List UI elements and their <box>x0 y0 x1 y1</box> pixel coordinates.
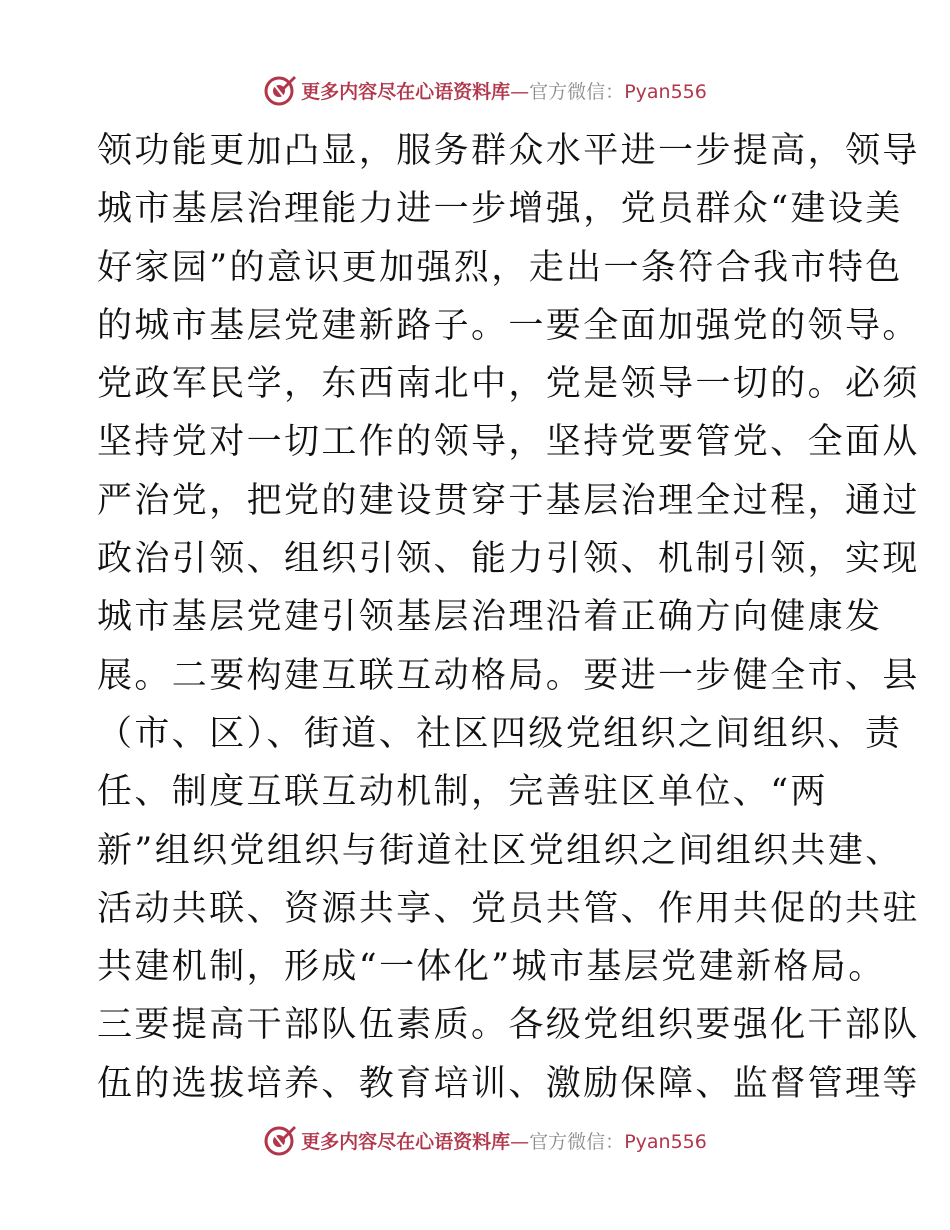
header-banner <box>0 70 950 110</box>
text-line: 政治引领、组织引领、能力引领、机制引领，实现 <box>97 539 920 580</box>
wechat-id: Pyan556 <box>624 80 707 103</box>
banner-separator: — <box>510 1130 530 1153</box>
text-line: 城市基层党建引领基层治理沿着正确方向健康发 <box>97 597 883 638</box>
text-line: 新”组织党组织与街道社区党组织之间组织共建、 <box>97 830 903 871</box>
site-name: 更多内容尽在心语资料库 <box>301 1130 511 1153</box>
banner-content <box>263 73 707 107</box>
text-line: 展。二要构建互联互动格局。要进一步健全市、县 <box>97 655 920 696</box>
quill-seal-icon <box>263 73 297 107</box>
document-body <box>97 122 920 1113</box>
banner-text <box>301 77 707 104</box>
text-line: 领功能更加凸显，服务群众水平进一步提高，领导 <box>97 131 920 171</box>
site-name: 更多内容尽在心语资料库 <box>301 80 511 103</box>
text-line: 的城市基层党建新路子。一要全面加强党的领导。 <box>97 305 920 346</box>
text-line: 伍的选拔培养、教育培训、激励保障、监督管理等 <box>97 1063 920 1104</box>
wechat-label: 官方微信： <box>529 1130 625 1153</box>
text-line: 共建机制，形成“一体化”城市基层党建新格局。 <box>97 947 886 988</box>
banner-content <box>263 1123 707 1157</box>
wechat-id: Pyan556 <box>624 1130 707 1153</box>
text-line: 好家园”的意识更加强烈，走出一条符合我市特色 <box>97 247 903 288</box>
quill-seal-icon <box>263 1123 297 1157</box>
text-line: 坚持党对一切工作的领导，坚持党要管党、全面从 <box>97 422 920 463</box>
text-line: 活动共联、资源共享、党员共管、作用共促的共驻 <box>97 888 920 929</box>
text-line: 党政军民学，东西南北中，党是领导一切的。必须 <box>97 364 920 405</box>
banner-text <box>301 1127 707 1154</box>
text-line: 严治党，把党的建设贯穿于基层治理全过程，通过 <box>97 480 920 521</box>
text-line: 城市基层治理能力进一步增强，党员群众“建设美 <box>97 189 903 230</box>
text-line: （市、区）、街道、社区四级党组织之间组织、责 <box>97 713 903 754</box>
footer-banner <box>0 1120 950 1160</box>
text-line: 三要提高干部队伍素质。各级党组织要强化干部队 <box>97 1005 920 1046</box>
wechat-label: 官方微信： <box>529 80 625 103</box>
banner-separator: — <box>510 80 530 103</box>
text-line: 任、制度互联互动机制，完善驻区单位、“两 <box>97 772 828 813</box>
